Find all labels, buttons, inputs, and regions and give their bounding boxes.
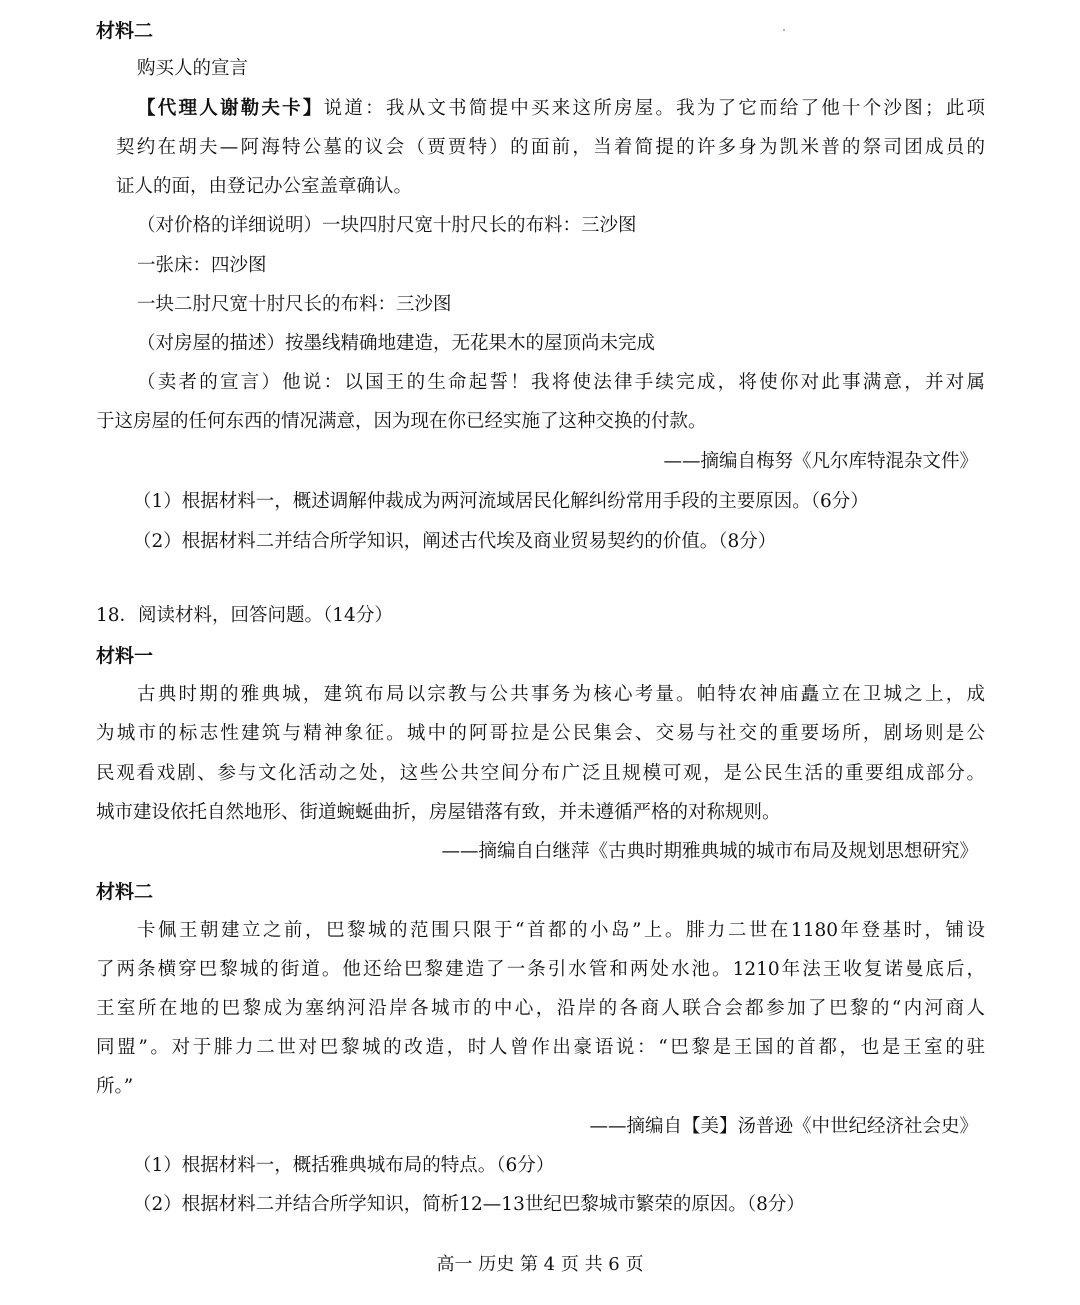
agent-name: 【代理人谢勒夫卡】 — [137, 98, 324, 119]
question-18-1: （1）根据材料一，概括雅典城布局的特点。（6分） — [133, 1155, 555, 1176]
m2-source-citation: ——摘编自【美】汤普逊《中世纪经济社会史》 — [589, 1116, 978, 1137]
cloth-price-line: 一块二肘尺宽十肘尺长的布料：三沙图 — [137, 294, 452, 315]
m1-line3: 民观看戏剧、参与文化活动之处，这些公共空间分布广泛且规模可观，是公民生活的重要组成部分。 — [96, 763, 985, 784]
para1-line2: 契约在胡夫—阿海特公墓的议会（贾贾特）的面前，当着简提的许多身为凯米普的祭司团成员的 — [116, 137, 985, 158]
price-detail-line: （对价格的详细说明）一块四肘尺宽十肘尺长的布料：三沙图 — [137, 215, 637, 236]
m2-line5: 所。” — [96, 1076, 134, 1097]
para1-line3: 证人的面，由登记办公室盖章确认。 — [116, 176, 413, 197]
material-two-heading: 材料二 — [96, 20, 154, 42]
scan-speck — [783, 29, 785, 31]
para1-line1-text: 说道：我从文书简提中买来这所房屋。我为了它而给了他十个沙图；此项 — [323, 98, 985, 119]
para1-line1 — [137, 97, 985, 121]
question-17-2: （2）根据材料二并结合所学知识，阐述古代埃及商业贸易契约的价值。（8分） — [133, 531, 777, 552]
question-18-title: 18．阅读材料，回答问题。（14分） — [96, 605, 393, 626]
m2-line3: 王室所在地的巴黎成为塞纳河沿岸各城市的中心，沿岸的各商人联合会都参加了巴黎的“内河商人 — [96, 998, 985, 1019]
m1-source-citation: ——摘编自白继萍《古典时期雅典城的城市布局及规划思想研究》 — [441, 841, 978, 862]
bed-price-line: 一张床：四沙图 — [137, 255, 267, 276]
declaration-title: 购买人的宣言 — [137, 58, 249, 79]
material-one-heading: 材料一 — [96, 645, 154, 667]
m1-line1: 古典时期的雅典城，建筑布局以宗教与公共事务为核心考量。帕特农神庙矗立在卫城之上，成 — [137, 684, 985, 705]
page-footer: 高一 历史 第 4 页 共 6 页 — [436, 1254, 644, 1275]
seller-declaration-line1: （卖者的宣言）他说：以国王的生命起誓！我将使法律手续完成，将使你对此事满意，并对属 — [137, 372, 985, 393]
m1-line2: 为城市的标志性建筑与精神象征。城中的阿哥拉是公民集会、交易与社交的重要场所，剧场则是公 — [96, 723, 985, 744]
house-description-line: （对房屋的描述）按墨线精确地建造，无花果木的屋顶尚未完成 — [137, 333, 656, 354]
m2-line4: 同盟”。对于腓力二世对巴黎城的改造，时人曾作出豪语说：“巴黎是王国的首都，也是王室的驻 — [96, 1037, 985, 1058]
question-18-2: （2）根据材料二并结合所学知识，简析12—13世纪巴黎城市繁荣的原因。（8分） — [133, 1194, 805, 1215]
question-17-1: （1）根据材料一，概述调解仲裁成为两河流域居民化解纠纷常用手段的主要原因。（6分） — [133, 491, 869, 512]
material-two-heading-18: 材料二 — [96, 881, 154, 903]
m1-line4: 城市建设依托自然地形、街道蜿蜒曲折，房屋错落有致，并未遵循严格的对称规则。 — [96, 802, 781, 823]
m2-line2: 了两条横穿巴黎城的街道。他还给巴黎建造了一条引水管和两处水池。1210年法王收复诺曼底后， — [96, 959, 985, 980]
source-citation: ——摘编自梅努《凡尔库特混杂文件》 — [663, 451, 978, 472]
m2-line1: 卡佩王朝建立之前，巴黎城的范围只限于“首都的小岛”上。腓力二世在1180年登基时，铺设 — [137, 920, 985, 941]
seller-declaration-line2: 于这房屋的任何东西的情况满意，因为现在你已经实施了这种交换的付款。 — [96, 411, 707, 432]
